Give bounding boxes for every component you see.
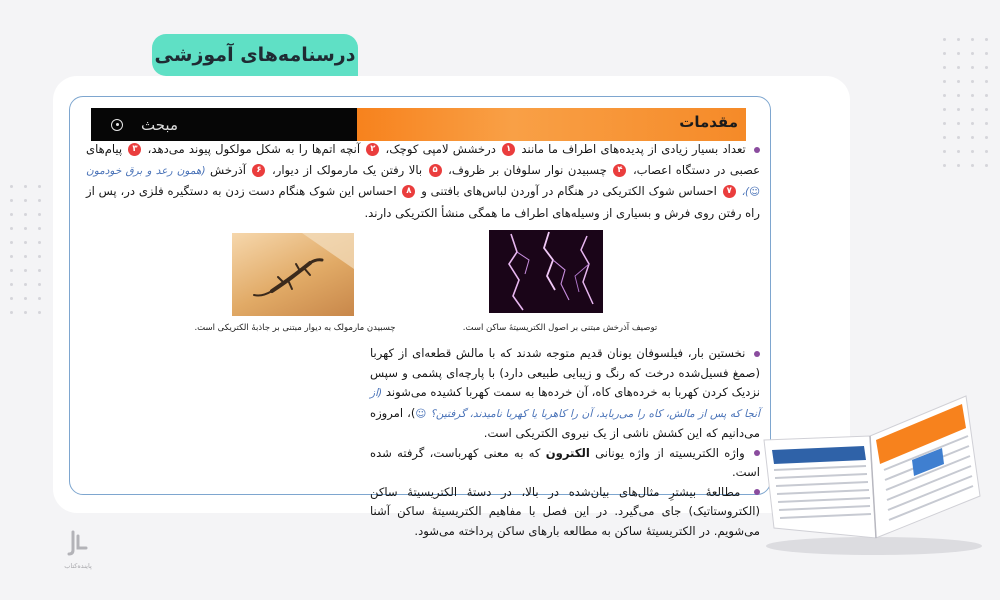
lightning-caption: توصیف آذرخش مبتنی بر اصول الکتریسیتهٔ ساکن است. <box>462 323 658 333</box>
text-segment: آنچه اتم‌ها را به شکل مولکول پیوند می‌دهد، <box>147 142 361 156</box>
target-icon <box>111 119 123 131</box>
text-segment: بالا رفتن یک مارمولک از دیوار، <box>271 162 423 177</box>
text-segment: پیام‌های عصبی در دستگاه اعصاب، <box>86 142 761 177</box>
logo-icon <box>67 530 89 556</box>
banner-orange-part <box>357 108 746 141</box>
decorative-dots-right <box>943 38 988 167</box>
number-badge: ۱ <box>502 143 515 156</box>
number-badge: ۵ <box>429 164 442 177</box>
lightning-icon <box>489 230 603 313</box>
electron-paragraph <box>370 444 760 483</box>
lizard-photo <box>232 233 354 316</box>
keyword: الکترون <box>545 445 590 460</box>
smiley-icon: ☺ <box>749 186 761 198</box>
book-page-preview <box>69 96 771 538</box>
book-mockup <box>752 378 988 558</box>
text-segment: تعداد بسیار زیادی از پدیده‌های اطراف ما مانند <box>521 142 746 156</box>
bullet-icon <box>754 351 760 357</box>
lizard-icon <box>232 233 354 316</box>
history-paragraph <box>370 344 760 541</box>
text-segment: درخشش لامپی کوچک، <box>385 142 496 156</box>
text-segment: )، امروزه می‌دانیم که این کشش ناشی از یک نیروی الکتریکی است. <box>370 405 760 440</box>
decorative-dots-left <box>10 185 41 314</box>
lightning-photo <box>489 230 603 313</box>
text-segment: نخستین بار، فیلسوفان یونان قدیم متوجه شدند که با مالش قطعه‌ای از کهربا (صمغ فسیل‌شده درخت که رنگ و زیبایی طبیعی دارد) با پارچه‌ای پشمی و سپس نزدیک کردن کهربا به خرده‌های کاه، آن خرده‌ها به سمت کهربا کشیده می‌شوند <box>370 346 761 399</box>
side-note: (از آنجا که پس از مالش، کاه را می‌رباید، آن را کاهربا یا کهربا نامیدند، گرفتین؟ <box>370 387 760 420</box>
text-segment: آذرخش <box>210 162 246 177</box>
text-segment: مطالعهٔ بیشترِ مثال‌های بیان‌شده در بالا، در دستهٔ الکتریسیتهٔ ساکن (الکتروستاتیک) جای می‌گیرد. در این فصل با مفاهیم الکتریسیتهٔ ساکن آشنا می‌شویم. در الکتریسیتهٔ ساکن به مطالعه بارهای ساکن پرداخته می‌شود. <box>370 484 760 538</box>
amber-paragraph <box>370 344 760 444</box>
number-badge: ۶ <box>252 164 265 177</box>
bullet-icon <box>754 147 760 153</box>
text-segment: که به معنی کهرباست، گرفته شده است. <box>370 445 760 479</box>
lizard-caption: چسبیدن مارمولک به دیوار مبتنی بر جاذبهٔ الکتریکی است. <box>194 323 396 333</box>
book-icon <box>752 378 988 558</box>
number-badge: ۳ <box>128 143 141 156</box>
smiley-icon: ☺ <box>415 407 427 420</box>
static-paragraph <box>370 483 760 542</box>
number-badge: ۲ <box>366 143 379 156</box>
side-note: (همون رعد و برق خودمون <box>86 164 206 177</box>
text-segment: احساس این شوک هنگام دست زدن به دستگیره فلزی در، پس از راه رفتن روی فرش و بسیاری از وسیله‌های اطراف ما همگی منشأ الکتریکی دارند. <box>86 184 760 220</box>
banner-word: مبحث <box>141 115 178 134</box>
section-banner <box>91 108 746 141</box>
text-segment: چسبیدن نوار سلوفان بر ظروف، <box>448 162 607 177</box>
brand-logo <box>58 530 98 570</box>
banner-dark-part <box>91 108 357 141</box>
text-segment: احساس شوک الکتریکی در هنگام در آوردن لباس‌های بافتنی و <box>421 184 717 198</box>
intro-paragraph <box>86 139 760 223</box>
number-badge: ۷ <box>723 185 736 198</box>
header-title: درسنامه‌های آموزشی <box>152 34 358 76</box>
logo-text: پاینده‌کتاب <box>64 562 92 570</box>
number-badge: ۴ <box>613 164 626 177</box>
text-segment: )، <box>741 186 750 198</box>
number-badge: ۸ <box>402 185 415 198</box>
text-segment: واژه الکتریسیته از واژه یونانی <box>595 445 745 460</box>
banner-title: مقدمات <box>679 113 738 131</box>
